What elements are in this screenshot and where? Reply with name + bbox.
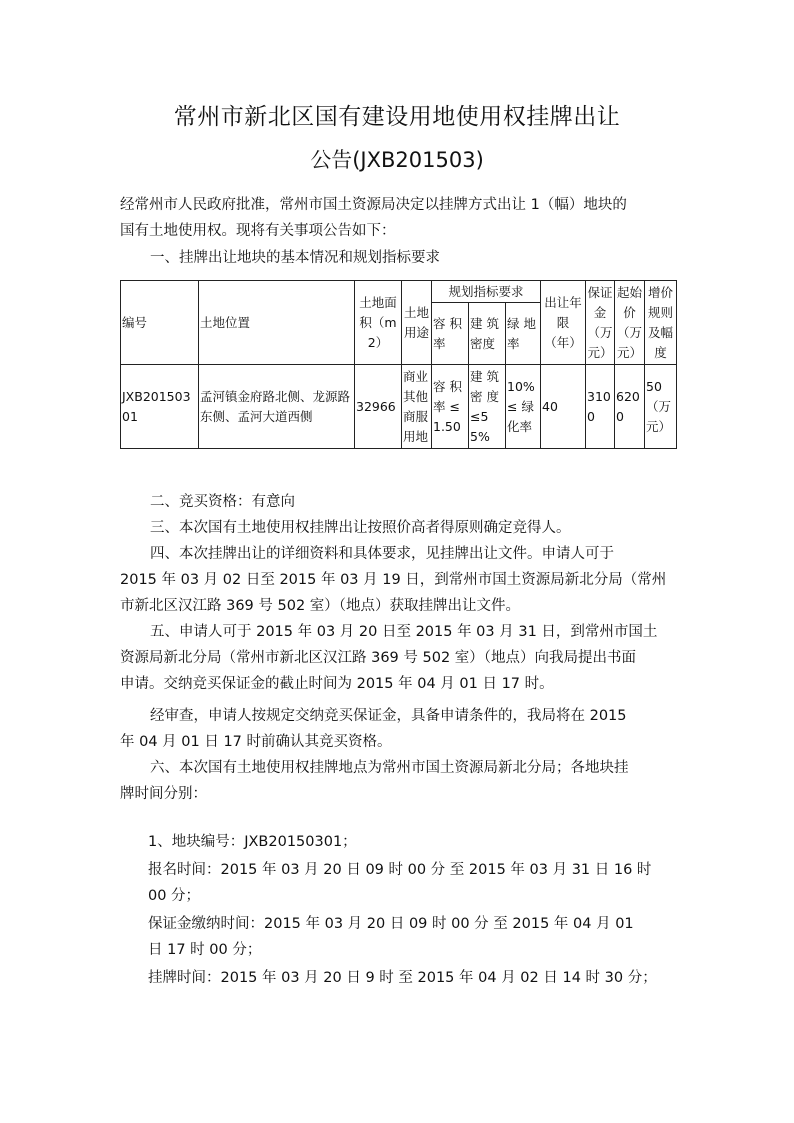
cell-density: 建 筑密 度≤55% xyxy=(469,365,506,449)
header-increment: 增价规则及幅度 xyxy=(645,281,677,365)
section-1-heading: 一、挂牌出让地块的基本情况和规划指标要求 xyxy=(150,250,440,266)
paragraph-4-line-1: 四、本次挂牌出让的详细资料和具体要求，见挂牌出让文件。申请人可于 xyxy=(150,546,614,562)
header-use: 土地用途 xyxy=(402,281,432,365)
paragraph-2: 二、竞买资格：有意向 xyxy=(150,494,295,510)
parcel-code-line: 1、地块编号：JXB20150301； xyxy=(148,834,357,850)
paragraph-3: 三、本次国有土地使用权挂牌出让按照价高者得原则确定竞得人。 xyxy=(150,520,571,536)
table-row xyxy=(121,365,677,449)
cell-area: 32966 xyxy=(355,365,402,449)
header-area: 土地面积（m2） xyxy=(355,281,402,365)
cell-use: 商业其他商服用地 xyxy=(402,365,432,449)
cell-start-price: 6200 xyxy=(615,365,645,449)
paragraph-7-line-2: 牌时间分别： xyxy=(120,786,207,802)
document-title: 常州市新北区国有建设用地使用权挂牌出让 xyxy=(173,104,621,130)
cell-far: 容 积率 ≤1.50 xyxy=(432,365,469,449)
paragraph-6-line-2: 年 04 月 01 日 17 时前确认其竞买资格。 xyxy=(120,734,392,750)
registration-time-line-1: 报名时间：2015 年 03 月 20 日 09 时 00 分 至 2015 年 03 月 31 日 16 时 xyxy=(148,862,652,878)
paragraph-7-line-1: 六、本次国有土地使用权挂牌地点为常州市国土资源局新北分局；各地块挂 xyxy=(150,760,629,776)
cell-green: 10%≤ 绿化率 xyxy=(506,365,541,449)
document-title-code: 公告(JXB201503) xyxy=(310,148,484,172)
intro-line-2: 国有土地使用权。现将有关事项公告如下： xyxy=(120,223,396,239)
cell-code: JXB20150301 xyxy=(121,365,199,449)
header-density: 建 筑密度 xyxy=(469,303,506,365)
cell-term: 40 xyxy=(541,365,586,449)
header-term: 出让年限（年） xyxy=(541,281,586,365)
header-far: 容 积率 xyxy=(432,303,469,365)
paragraph-4-line-2: 2015 年 03 月 02 日至 2015 年 03 月 19 日，到常州市国土资源局新北分局（常州 xyxy=(120,572,667,588)
paragraph-4-line-3: 市新北区汉江路 369 号 502 室）（地点）获取挂牌出让文件。 xyxy=(120,598,521,614)
intro-line-1: 经常州市人民政府批准，常州市国土资源局决定以挂牌方式出让 1（幅）地块的 xyxy=(120,197,627,213)
cell-deposit: 3100 xyxy=(586,365,615,449)
header-code: 编号 xyxy=(121,281,199,365)
registration-time-line-2: 00 分； xyxy=(148,888,201,904)
paragraph-5-line-2: 资源局新北分局（常州市新北区汉江路 369 号 502 室）（地点）向我局提出书面 xyxy=(120,650,637,666)
cell-location: 孟河镇金府路北侧、龙源路东侧、孟河大道西侧 xyxy=(199,365,355,449)
header-location: 土地位置 xyxy=(199,281,355,365)
header-green: 绿 地率 xyxy=(506,303,541,365)
paragraph-5-line-1: 五、申请人可于 2015 年 03 月 20 日至 2015 年 03 月 31 日，到常州市国土 xyxy=(150,624,658,640)
land-plan-table xyxy=(120,280,677,449)
deposit-time-line-1: 保证金缴纳时间：2015 年 03 月 20 日 09 时 00 分 至 2015 年 04 月 01 xyxy=(148,916,634,932)
cell-increment: 50（万元） xyxy=(645,365,677,449)
listing-time-line: 挂牌时间：2015 年 03 月 20 日 9 时 至 2015 年 04 月 02 日 14 时 30 分； xyxy=(148,970,657,986)
header-deposit: 保证金（万元） xyxy=(586,281,615,365)
header-start-price: 起始价（万元） xyxy=(615,281,645,365)
deposit-time-line-2: 日 17 时 00 分； xyxy=(148,942,262,958)
paragraph-5-line-3: 申请。交纳竞买保证金的截止时间为 2015 年 04 月 01 日 17 时。 xyxy=(120,676,554,692)
header-plan-group: 规划指标要求 xyxy=(432,281,541,303)
paragraph-6-line-1: 经审查，申请人按规定交纳竞买保证金，具备申请条件的，我局将在 2015 xyxy=(150,708,627,724)
